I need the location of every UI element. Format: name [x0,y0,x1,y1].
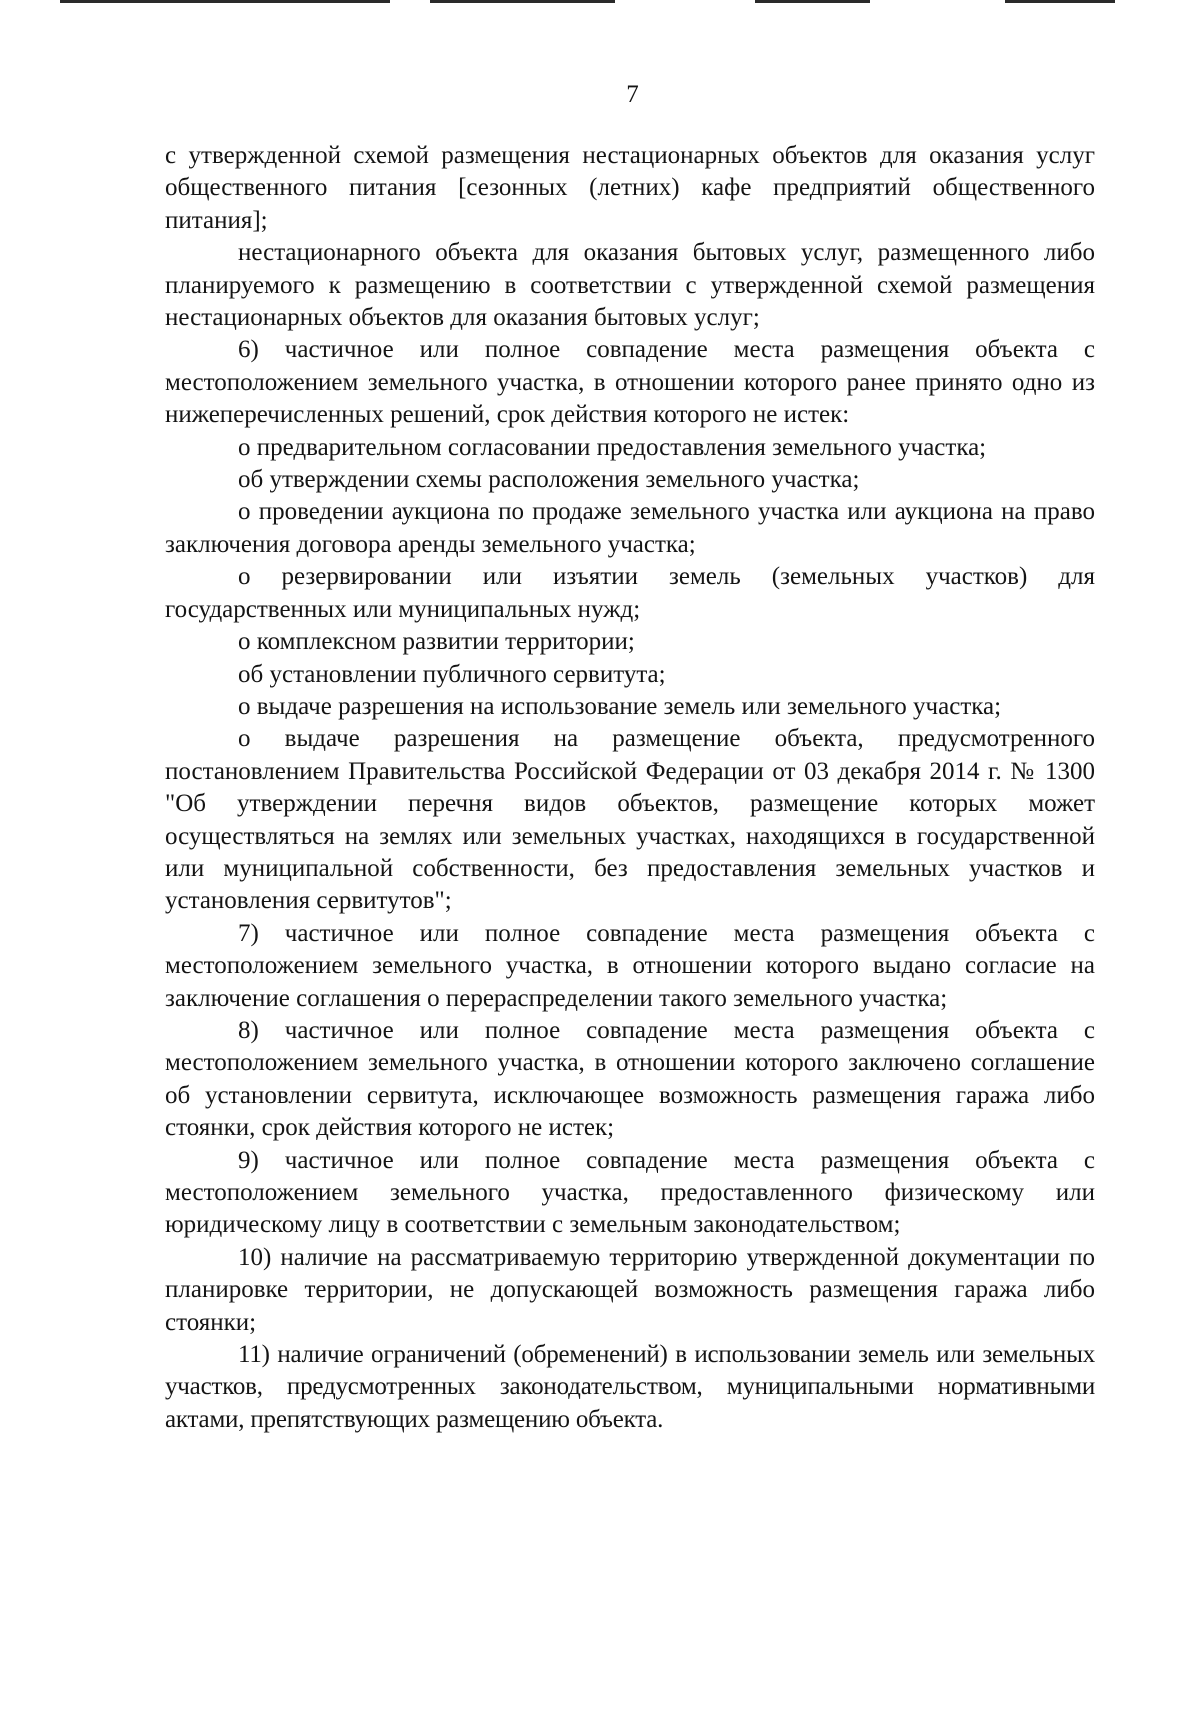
paragraph-household-services: нестационарного объекта для оказания бытовых услуг, размещенного либо планируемого к размещению в соответствии с утвержденной схемой размещения нестационарных объектов для оказания бытовых услуг; [165,239,1095,332]
paragraph-decision-auction: о проведении аукциона по продаже земельного участка или аукциона на право заключения договора аренды земельного участка; [165,498,1095,558]
scan-edge-line [60,0,390,3]
paragraph-item-8: 8) частичное или полное совпадение места размещения объекта с местоположением земельного участка, в отношении которого заключено соглашение об установлении сервитута, исключающее возможность размещения гаража либо стоянки, срок действия которого не истек; [165,1016,1095,1142]
paragraph-item-11: 11) наличие ограничений (обременений) в использовании земель или земельных участков, предусмотренных законодательством, муниципальными нормативными актами, препятствующих размещению объекта. [165,1341,1095,1433]
paragraph-decision-land-use-permit: о выдаче разрешения на использование земель или земельного участка; [238,692,1002,720]
scan-edge-line [1005,0,1115,3]
scan-edge-line [430,0,615,3]
paragraph-decision-placement-permit: о выдаче разрешения на размещение объекта, предусмотренного постановлением Правительства Российской Федерации от 03 декабря 2014 г. № 1300 "Об утверждении перечня видов объектов, размещение которых может осуществляться на землях или земельных участках, находящихся в государственной или муниципальной собственности, без предоставления земельных участков и установления сервитутов"; [165,725,1095,915]
document-body [165,140,1095,1436]
paragraph-item-10: 10) наличие на рассматриваемую территорию утвержденной документации по планировке территории, не допускающей возможность размещения гаража либо стоянки; [165,1243,1095,1336]
paragraph-item-7: 7) частичное или полное совпадение места размещения объекта с местоположением земельного участка, в отношении которого выдано согласие на заключение соглашения о перераспределении такого земельного участка; [165,919,1095,1012]
paragraph-continuation: с утвержденной схемой размещения нестационарных объектов для оказания услуг общественного питания [сезонных (летних) кафе предприятий общественного питания]; [165,142,1095,234]
page-number: 7 [626,81,639,108]
paragraph-decision-scheme-approval: об утверждении схемы расположения земельного участка; [238,466,860,494]
paragraph-decision-public-servitude: об установлении публичного сервитута; [238,660,666,688]
scan-edge-line [755,0,870,3]
paragraph-item-9: 9) частичное или полное совпадение места размещения объекта с местоположением земельного участка, предоставленного физическому или юридическому лицу в соответствии с земельным законодательством; [165,1146,1095,1239]
paragraph-decision-reservation: о резервировании или изъятии земель (земельных участков) для государственных или муниципальных нужд; [165,563,1095,623]
paragraph-decision-complex-development: о комплексном развитии территории; [238,628,635,656]
paragraph-item-6: 6) частичное или полное совпадение места размещения объекта с местоположением земельного участка, в отношении которого ранее принято одно из нижеперечисленных решений, срок действия которого не истек: [165,336,1095,429]
paragraph-decision-preliminary-approval: о предварительном согласовании предоставления земельного участка; [238,433,987,461]
